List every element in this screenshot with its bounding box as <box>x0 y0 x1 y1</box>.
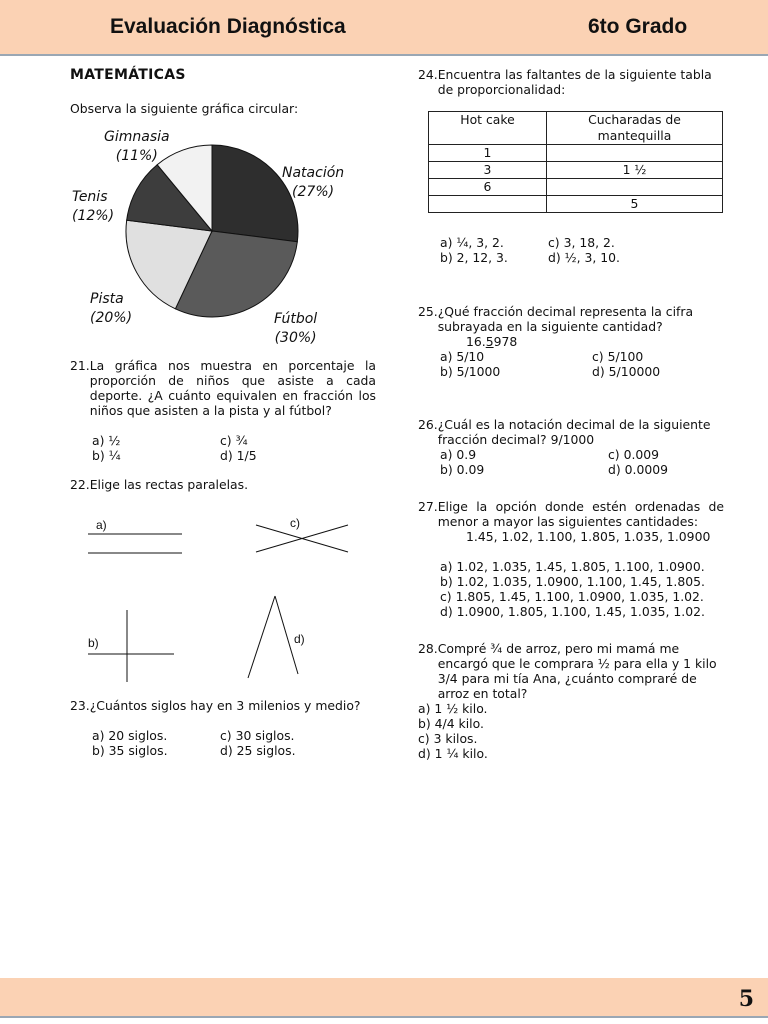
table-cell: 1 ½ <box>547 162 723 179</box>
figure-a-parallel-lines[interactable] <box>88 534 182 553</box>
pie-label-futbol <box>274 310 317 348</box>
page-header <box>0 0 768 56</box>
table-header: Cucharadas de mantequilla <box>547 112 723 145</box>
pie-label-value: (20%) <box>90 310 133 326</box>
table-cell: 6 <box>429 179 547 196</box>
pie-label-name: Tenis <box>72 189 108 205</box>
question-text: ¿Qué fracción decimal representa la cifra subrayada en la siguiente cantidad? <box>437 304 694 334</box>
option[interactable]: b) ¼ <box>92 448 121 463</box>
question-text: ¿Cuántos siglos hay en 3 milenios y medio? <box>89 698 361 713</box>
pie-label-value: (11%) <box>115 148 158 164</box>
option[interactable]: b) 1.02, 1.035, 1.0900, 1.100, 1.45, 1.805. <box>440 574 705 589</box>
table-row <box>429 179 723 196</box>
question-24 <box>418 67 724 97</box>
q24-options <box>418 235 724 265</box>
pie-label-value: (27%) <box>292 184 335 200</box>
header-title: Evaluación Diagnóstica <box>110 15 346 38</box>
pie-label-gimnasia <box>104 128 170 166</box>
figure-c-crossing-lines[interactable] <box>256 525 348 552</box>
question-27 <box>418 499 724 529</box>
q27-options <box>418 559 724 619</box>
table-row <box>429 145 723 162</box>
amount-rest: 978 <box>493 334 518 349</box>
figure-d-label: d) <box>294 632 305 646</box>
pie-label-tenis <box>72 188 114 226</box>
amount-underlined-digit: 5 <box>485 334 494 349</box>
question-number: 27. <box>418 499 438 514</box>
option[interactable]: a) 1 ½ kilo. <box>418 701 488 716</box>
q21-options <box>70 433 376 463</box>
option[interactable]: c) 30 siglos. <box>220 728 295 743</box>
pie-label-value: (30%) <box>274 330 317 346</box>
option[interactable]: a) 5/10 <box>440 349 485 364</box>
pie-label-name: Fútbol <box>274 311 318 327</box>
table-cell[interactable] <box>547 179 723 196</box>
option[interactable]: c) 0.009 <box>608 447 660 462</box>
question-number: 28. <box>418 641 438 656</box>
table-header-row <box>429 112 723 145</box>
question-text: Encuentra las faltantes de la siguiente tabla de proporcionalidad: <box>437 67 712 97</box>
option[interactable]: d) 1.0900, 1.805, 1.100, 1.45, 1.035, 1.02. <box>440 604 705 619</box>
q25-amount <box>418 334 724 349</box>
chart-intro: Observa la siguiente gráfica circular: <box>70 101 299 116</box>
left-column <box>70 68 376 758</box>
option[interactable]: d) 1 ¼ kilo. <box>418 746 488 761</box>
question-text: ¿Cuál es la notación decimal de la siguiente fracción decimal? 9/1000 <box>437 417 711 447</box>
question-28 <box>418 641 724 701</box>
table-row <box>429 196 723 213</box>
question-26 <box>418 417 724 447</box>
question-text: Compré ¾ de arroz, pero mi mamá me encargó que le comprara ½ para ella y 1 kilo 3/4 para mi tía Ana, ¿cuánto compraré de arroz en total? <box>437 641 717 701</box>
option[interactable]: b) 5/1000 <box>440 364 501 379</box>
figure-b-perpendicular-lines[interactable] <box>88 610 174 682</box>
pie-label-value: (12%) <box>72 208 115 224</box>
q23-options <box>70 728 376 758</box>
option[interactable]: b) 0.09 <box>440 462 485 477</box>
pie-label-name: Pista <box>90 291 124 307</box>
option[interactable]: d) ½, 3, 10. <box>548 250 620 265</box>
option[interactable]: c) ¾ <box>220 433 248 448</box>
page-number: 5 <box>738 986 754 1012</box>
option[interactable]: a) 1.02, 1.035, 1.45, 1.805, 1.100, 1.0900. <box>440 559 705 574</box>
option[interactable]: c) 5/100 <box>592 349 644 364</box>
option[interactable]: b) 4/4 kilo. <box>418 716 484 731</box>
q28-options <box>418 701 724 761</box>
option[interactable]: c) 1.805, 1.45, 1.100, 1.0900, 1.035, 1.02. <box>440 589 704 604</box>
option[interactable]: c) 3, 18, 2. <box>548 235 615 250</box>
table-header: Hot cake <box>429 112 547 145</box>
table-cell[interactable] <box>429 196 547 213</box>
option[interactable]: d) 0.0009 <box>608 462 668 477</box>
question-25 <box>418 304 724 334</box>
option[interactable]: d) 5/10000 <box>592 364 661 379</box>
option[interactable]: c) 3 kilos. <box>418 731 478 746</box>
page-footer <box>0 978 768 1018</box>
option[interactable]: d) 1/5 <box>220 448 257 463</box>
section-title: MATEMÁTICAS <box>70 67 186 83</box>
amount-integer: 16. <box>466 334 486 349</box>
figure-a-label: a) <box>96 518 107 532</box>
pie-label-pista <box>90 290 132 328</box>
option[interactable]: a) ½ <box>92 433 121 448</box>
question-number: 23. <box>70 698 90 713</box>
question-23 <box>70 698 376 713</box>
pie-label-name: Natación <box>282 165 345 181</box>
option[interactable]: b) 35 siglos. <box>92 743 168 758</box>
question-text: Elige las rectas paralelas. <box>89 477 249 492</box>
question-number: 21. <box>70 358 90 373</box>
question-text: La gráfica nos muestra en porcentaje la proporción de niños que asiste a cada deporte. ¿A cuánto equivalen en fracción los niños que asisten a la pista y al fútbol? <box>89 358 376 418</box>
figure-b-label: b) <box>88 636 99 650</box>
q26-options <box>418 447 724 477</box>
option[interactable]: b) 2, 12, 3. <box>440 250 508 265</box>
option[interactable]: a) 20 siglos. <box>92 728 168 743</box>
right-column <box>418 67 724 761</box>
question-number: 22. <box>70 477 90 492</box>
q25-options <box>418 349 724 379</box>
table-cell: 3 <box>429 162 547 179</box>
q27-values: 1.45, 1.02, 1.100, 1.805, 1.035, 1.0900 <box>466 529 711 544</box>
table-cell[interactable] <box>547 145 723 162</box>
table-cell: 5 <box>547 196 723 213</box>
header-grade: 6to Grado <box>588 15 688 38</box>
option[interactable]: d) 25 siglos. <box>220 743 296 758</box>
question-text: Elige la opción donde estén ordenadas de menor a mayor las siguientes cantidades: <box>437 499 724 529</box>
pie-chart <box>70 124 376 350</box>
table-row <box>429 162 723 179</box>
figure-c-label: c) <box>290 516 300 530</box>
pie-label-name: Gimnasia <box>104 129 170 145</box>
question-number: 25. <box>418 304 438 319</box>
pie-label-natacion <box>282 164 344 202</box>
question-21 <box>70 358 376 418</box>
lines-figure <box>70 492 376 672</box>
option[interactable]: a) ¼, 3, 2. <box>440 235 504 250</box>
proportion-table <box>428 111 723 213</box>
question-number: 24. <box>418 67 438 82</box>
question-22 <box>70 477 376 492</box>
lines-figure-svg <box>70 492 376 682</box>
figure-d-converging-lines[interactable] <box>248 596 298 678</box>
option[interactable]: a) 0.9 <box>440 447 477 462</box>
table-cell: 1 <box>429 145 547 162</box>
question-number: 26. <box>418 417 438 432</box>
